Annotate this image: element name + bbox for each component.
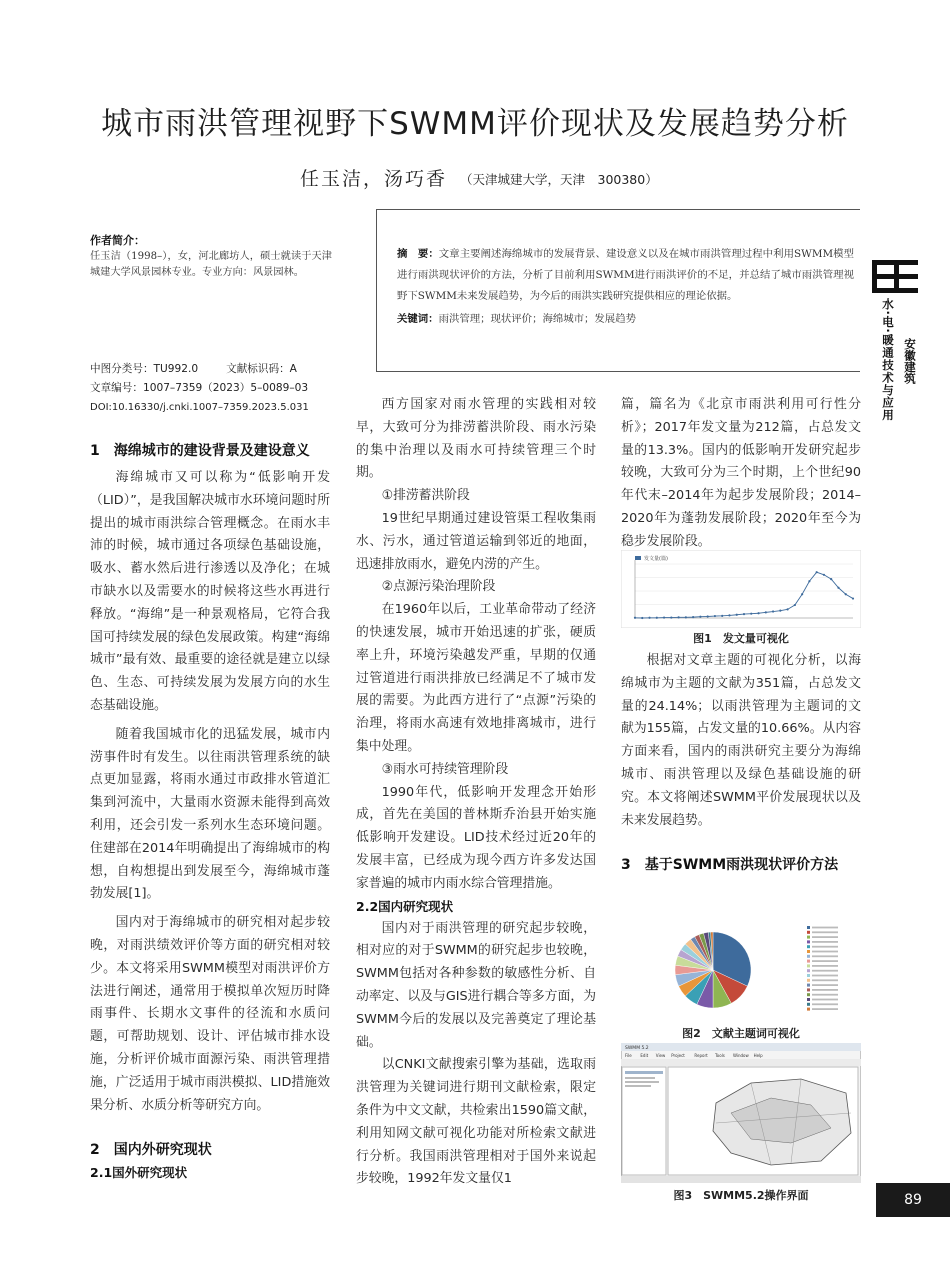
legend-swatch <box>807 940 810 943</box>
legend-label-placeholder <box>812 936 838 938</box>
legend-label-placeholder <box>812 946 838 948</box>
legend-label-placeholder <box>812 955 838 957</box>
data-point <box>721 615 723 617</box>
legend-label-placeholder <box>812 941 838 943</box>
data-point <box>685 616 687 618</box>
figure-3-caption: 图3 SWMM5.2操作界面 <box>673 1189 809 1202</box>
data-point <box>823 574 825 576</box>
paragraph: 国内对于雨洪管理的研究起步较晚，相对应的对于SWMM的研究起步也较晚，SWMM包括对各种参数的敏感性分析、自动率定、以及与GIS进行耦合等多方面，为SWMM今后的发展以及完善奠定了理论基础。 <box>356 920 596 1050</box>
legend-swatch <box>807 964 810 967</box>
data-point <box>663 616 665 618</box>
data-point <box>736 614 738 616</box>
data-point <box>670 616 672 618</box>
toolbar <box>621 1059 861 1066</box>
legend-swatch <box>807 955 810 958</box>
data-point <box>656 617 658 619</box>
paragraph: 在1960年以后，工业革命带动了经济的快速发展，城市开始迅速的扩张，硬质率上升，环境污染越发严重，早期的仅通过管道进行雨洪排放已经满足不了城市发展的需要。为此西方进行了“点源”污染的治理，将雨水高速有效地排离城市，进行集中处理。 <box>356 602 596 754</box>
journal-logo-mark <box>870 254 920 302</box>
keywords <box>397 309 854 330</box>
legend-swatch <box>807 998 810 1001</box>
section-2-heading: 2 国内外研究现状 <box>90 1142 212 1159</box>
data-point <box>634 617 636 619</box>
legend-swatch <box>807 950 810 953</box>
data-point <box>794 604 796 606</box>
project-panel <box>622 1067 666 1175</box>
data-point <box>750 613 752 615</box>
data-point <box>845 593 847 595</box>
page-title: 城市雨洪管理视野下SWMM评价现状及发展趋势分析 <box>101 106 849 142</box>
menu-item: Tools <box>715 1053 725 1058</box>
subheading: ②点源污染治理阶段 <box>381 579 496 595</box>
paragraph: 根据对文章主题的可视化分析，以海绵城市为主题的文献为351篇，占总发文量的24.14%；以雨洪管理为主题词的文献为155篇，占发文量的10.66%。从内容方面来看，国内的雨洪研究主要分为海绵城市、雨洪管理以及绿色基础设施的研究。本文将阐述SWMM平价发展现状以及未来发展趋势。 <box>621 653 861 828</box>
paragraph: 1990年代，低影响开发理念开始形成，首先在美国的普林斯乔治县开始实施低影响开发建设。LID技术经过近20年的发展丰富，已经成为现今西方许多发达国家普遍的城市内雨水综合管理措施。 <box>356 784 596 891</box>
legend-label-placeholder <box>812 951 838 953</box>
menu-item: View <box>655 1053 666 1058</box>
data-point <box>707 615 709 617</box>
figure-1-caption: 图1 发文量可视化 <box>693 632 789 645</box>
legend-label-placeholder <box>812 999 838 1001</box>
panel-line <box>625 1077 655 1079</box>
legend-label-placeholder <box>812 989 838 991</box>
abstract <box>397 244 854 307</box>
data-point <box>641 617 643 619</box>
figure-3-screenshot <box>621 1043 861 1183</box>
data-point <box>692 616 694 618</box>
column-1 <box>90 440 330 1184</box>
doi: DOI:10.16330/j.cnki.1007–7359.2023.5.031 <box>90 402 309 413</box>
bio-head: 作者简介： <box>90 234 145 247</box>
legend-swatch <box>807 984 810 987</box>
paragraph: 19世纪早期通过建设管渠工程收集雨水、污水，通过管道运输到邻近的地面，迅速排放雨水，避免内涝的产生。 <box>356 510 596 572</box>
data-point <box>787 608 789 610</box>
keywords-text: 雨洪管理；现状评价；海绵城市；发展趋势 <box>438 313 636 325</box>
data-point <box>678 616 680 618</box>
legend-swatch <box>807 969 810 972</box>
bio-text: 任玉洁（1998–），女，河北廊坊人，硕士就读于天津城建大学风景园林专业。专业方向：风景园林。 <box>90 251 332 278</box>
legend-swatch <box>807 993 810 996</box>
section-2-1-heading: 2.1国外研究现状 <box>90 1165 188 1181</box>
article-meta <box>90 360 340 417</box>
legend-label-placeholder <box>812 927 838 929</box>
legend-label-placeholder <box>812 1008 838 1010</box>
paragraph: 国内对于海绵城市的研究相对起步较晚，对雨洪绩效评价等方面的研究相对较少。本文将采用SWMM模型对雨洪评价方法进行阐述，通常用于模拟单次短历时降雨事件、长期水文事件的径流和水质问题，可帮助规划、设计、评估城市排水设施，分析评价城市面源污染、雨洪管理措施，广泛适用于城市雨洪模拟、LID措施效果分析、水质分析等研究方向。 <box>90 915 330 1113</box>
legend-swatch <box>807 1008 810 1011</box>
legend-swatch <box>807 960 810 963</box>
data-point <box>699 616 701 618</box>
data-point <box>808 580 810 582</box>
data-point <box>714 615 716 617</box>
paragraph: 西方国家对雨水管理的实践相对较早，大致可分为排涝蓄洪阶段、雨水污染的集中治理以及雨水可持续管理三个时期。 <box>356 397 596 481</box>
data-point <box>648 617 650 619</box>
journal-sidebar <box>880 298 924 438</box>
authors: 任玉洁，汤巧香 <box>300 168 448 190</box>
abstract-box <box>376 209 860 372</box>
legend-label-placeholder <box>812 994 838 996</box>
legend-swatch <box>807 931 810 934</box>
menu-item: Edit <box>640 1053 649 1058</box>
legend-swatch <box>807 979 810 982</box>
doc-code: 文献标识码：A <box>226 363 297 375</box>
data-point <box>765 611 767 613</box>
affiliation: （天津城建大学，天津 300380） <box>460 172 658 187</box>
paragraph: 海绵城市又可以称为“低影响开发（LID）”，是我国解决城市水环境问题时所提出的城市雨洪综合管理概念。在雨水丰沛的时候，城市通过各项绿色基础设施，吸水、蓄水然后进行渗透以及净化；在城市缺水以及需要水的时候将这些水再进行释放。“海绵”是一种景观格局，它符合我国可持续发展的绿色发展政策。构建“海绵城市”最有效、最重要的途径就是建立以绿色、生态、可持续发展为发展方向的水生态基础设施。 <box>90 470 330 713</box>
data-point <box>757 612 759 614</box>
author-bio <box>90 233 332 281</box>
data-point <box>837 587 839 589</box>
figure-1-chart <box>621 550 861 628</box>
clc-number: 中图分类号：TU992.0 <box>90 363 199 375</box>
column-2 <box>356 394 596 1191</box>
legend-label-placeholder <box>812 975 838 977</box>
menu-item: Report <box>694 1053 708 1058</box>
paragraph: 以CNKI文献搜索引擎为基础，选取雨洪管理为关键词进行期刊文献检索，限定条件为中文文献，共检索出1590篇文献，利用知网文献可视化功能对所检索文献进行分析。我国雨洪管理相对于国外来说起步较晚，1992年发文量仅1 <box>356 1057 596 1187</box>
panel-line <box>625 1071 663 1074</box>
legend-label-placeholder <box>812 979 838 981</box>
sidebar-journal: 安徽建筑 <box>903 338 917 384</box>
legend-swatch <box>807 1003 810 1006</box>
paragraph: 篇，篇名为《北京市雨洪利用可行性分析》；2017年发文量为212篇，占总发文量的13.3%。国内的低影响开发研究起步较晚，大致可分为三个时期，上个世纪90年代末–2014年为起步发展阶段；2014–2020年为蓬勃发展阶段；2020年至今为稳步发展阶段。 <box>621 397 861 549</box>
keywords-label: 关键词： <box>397 313 439 325</box>
title-bar <box>621 1043 861 1051</box>
legend-label-placeholder <box>812 1003 838 1005</box>
page-number: 89 <box>876 1183 950 1217</box>
subheading: ①排涝蓄洪阶段 <box>381 488 470 504</box>
abstract-text: 文章主要阐述海绵城市的发展背景、建设意义以及在城市雨洪管理过程中利用SWMM模型进行雨洪现状评价的方法，分析了目前利用SWMM进行雨洪评价的不足，并总结了城市雨洪管理视野下SWMM未来发展趋势，为今后的雨洪实践研究提供相应的理论依据。 <box>397 248 854 302</box>
column-3-lower <box>621 650 861 877</box>
data-point <box>779 610 781 612</box>
legend-label-placeholder <box>812 965 838 967</box>
legend-swatch <box>635 556 641 560</box>
data-point <box>852 597 854 599</box>
abstract-label: 摘 要： <box>397 248 439 260</box>
legend-swatch <box>807 988 810 991</box>
legend-swatch <box>807 936 810 939</box>
legend-label-placeholder <box>812 931 838 933</box>
column-3 <box>621 394 861 554</box>
paragraph: 随着我国城市化的迅猛发展，城市内涝事件时有发生。以往雨洪管理系统的缺点更加显露，将雨水通过市政排水管道汇集到河流中，大量雨水资源未能得到高效利用，还会引发一系列水生态环境问题。住建部在2014年明确提出了海绵城市的构想，自构想提出到发展至今，海绵城市蓬勃发展[1]。 <box>90 726 330 902</box>
menu-item: Window <box>733 1053 749 1058</box>
panel-line <box>625 1081 659 1083</box>
legend-swatch <box>807 974 810 977</box>
figure-2-caption: 图2 文献主题词可视化 <box>682 1027 800 1040</box>
section-3-heading: 3 基于SWMM雨洪现状评价方法 <box>621 857 839 874</box>
legend-label-placeholder <box>812 984 838 986</box>
article-number: 文章编号：1007–7359（2023）5–0089–03 <box>90 382 309 394</box>
data-point <box>728 614 730 616</box>
data-point <box>816 571 818 573</box>
figure-2-chart <box>621 920 861 1020</box>
legend-swatch <box>807 926 810 929</box>
subheading: ③雨水可持续管理阶段 <box>381 761 509 777</box>
legend-label-placeholder <box>812 960 838 962</box>
legend-swatch <box>807 945 810 948</box>
menu-item: File <box>625 1053 632 1058</box>
data-point <box>801 593 803 595</box>
window-title: SWMM 5.2 <box>625 1046 649 1051</box>
menu-item: Help <box>753 1053 763 1058</box>
section-1-heading: 1 海绵城市的建设背景及建设意义 <box>90 443 310 459</box>
section-2-2-heading: 2.2国内研究现状 <box>356 898 454 914</box>
data-point <box>830 578 832 580</box>
menu-item: Project <box>671 1053 685 1058</box>
data-point <box>772 610 774 612</box>
status-bar <box>621 1176 861 1183</box>
data-point <box>743 613 745 615</box>
sidebar-section: 水·电·暖通技术与应用 <box>881 298 895 422</box>
legend-label-placeholder <box>812 970 838 972</box>
panel-line <box>625 1085 651 1087</box>
legend-label: 发文量(篇) <box>644 556 668 562</box>
